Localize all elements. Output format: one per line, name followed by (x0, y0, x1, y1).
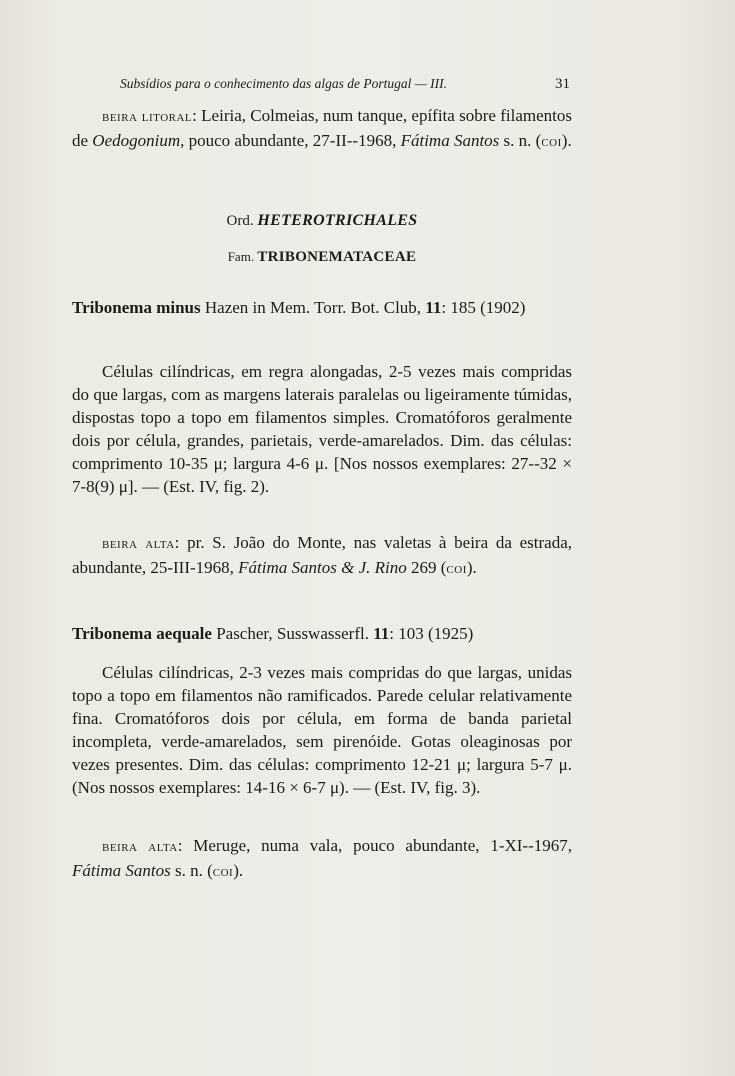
locality-text: ). (233, 861, 244, 880)
locality-text: pouco abundante, 27-II--1968, (184, 131, 401, 150)
locality-text: 269 ( (406, 558, 447, 577)
species-reference: : 185 (1902) (441, 298, 526, 317)
species-name: Tribonema minus (72, 298, 201, 317)
running-head (120, 76, 570, 92)
locality-region: beira alta (102, 536, 175, 552)
locality-text: : Meruge, numa vala, pouco abundante, 1-XI--1967, (177, 836, 573, 855)
species-volume: 11 (373, 624, 390, 643)
locality-text: s. n. ( (170, 861, 213, 880)
family-heading (72, 249, 572, 266)
page-number: 31 (555, 76, 570, 92)
locality-paragraph-beira-litoral (72, 104, 572, 154)
genus-name: Oedogonium, (92, 131, 185, 150)
locality-text: ). (466, 558, 477, 577)
locality-paragraph-beira-alta-meruge (72, 834, 572, 884)
order-prefix: Ord. (226, 213, 254, 229)
species-reference: : 103 (1925) (389, 624, 474, 643)
collector-name: Fátima Santos & J. Rino (238, 558, 407, 577)
species-volume: 11 (425, 298, 442, 317)
species-heading-tribonema-minus (72, 296, 606, 319)
species-description-tribonema-aequale: Células cilíndricas, 2-3 vezes mais compridas do que largas, unidas topo a topo em filamentos não ramificados. Parede celular relativamente fina. Cromatóforos dois por célula, em forma de banda parietal incompleta, verde-amarelados, sem pirenóide. Gotas oleaginosas por vezes presentes. Dim. das células: comprimento 12-21 μ; largura 5-7 μ. (Nos nossos exemplares: 14-16 × 6-7 μ). — (Est. IV, fig. 3). (72, 663, 572, 797)
locality-text: Leiria, Colmeias, num tanque, epífita sobre filamentos de (72, 106, 572, 150)
family-prefix: Fam. (227, 249, 255, 264)
locality-text: s. n. ( (499, 131, 542, 150)
species-author: Pascher, Susswasserfl. (211, 624, 374, 643)
species-name: Tribonema aequale (72, 624, 212, 643)
species-heading-tribonema-aequale (72, 622, 606, 645)
collector-name: Fátima Santos (72, 861, 171, 880)
family-name: TRIBONEMATACEAE (257, 249, 417, 265)
herbarium-code: coi (541, 134, 562, 150)
locality-text: ). (561, 131, 572, 150)
order-heading (72, 212, 572, 230)
species-description-tribonema-minus: Células cilíndricas, em regra alongadas, 2-5 vezes mais compridas do que largas, com as margens laterais paralelas ou ligeiramente túmidas, dispostas topo a topo em filamentos simples. Cromatóforos geralmente dois por célula, grandes, parietais, verde-amarelados. Dim. das células: comprimento 10-35 μ; largura 4-6 μ. [Nos nossos exemplares: 27--32 × 7-8(9) μ]. — (Est. IV, fig. 2). (72, 362, 572, 496)
locality-region: beira alta (102, 839, 178, 855)
locality-separator: : (192, 106, 197, 125)
herbarium-code: coi (446, 561, 467, 577)
locality-region: beira litoral (102, 109, 193, 125)
collector-name: Fátima Santos (400, 131, 500, 150)
order-name: HETEROTRICHALES (257, 212, 418, 229)
locality-paragraph-beira-alta (72, 531, 572, 581)
species-author: Hazen in Mem. Torr. Bot. Club, (200, 298, 426, 317)
herbarium-code: coi (212, 864, 234, 880)
locality-text: : pr. S. João do Monte, nas valetas à beira da estrada, abundante, 25-III-1968, (72, 533, 572, 577)
running-head-title: Subsídios para o conhecimento das algas de Portugal — III. (120, 76, 447, 91)
